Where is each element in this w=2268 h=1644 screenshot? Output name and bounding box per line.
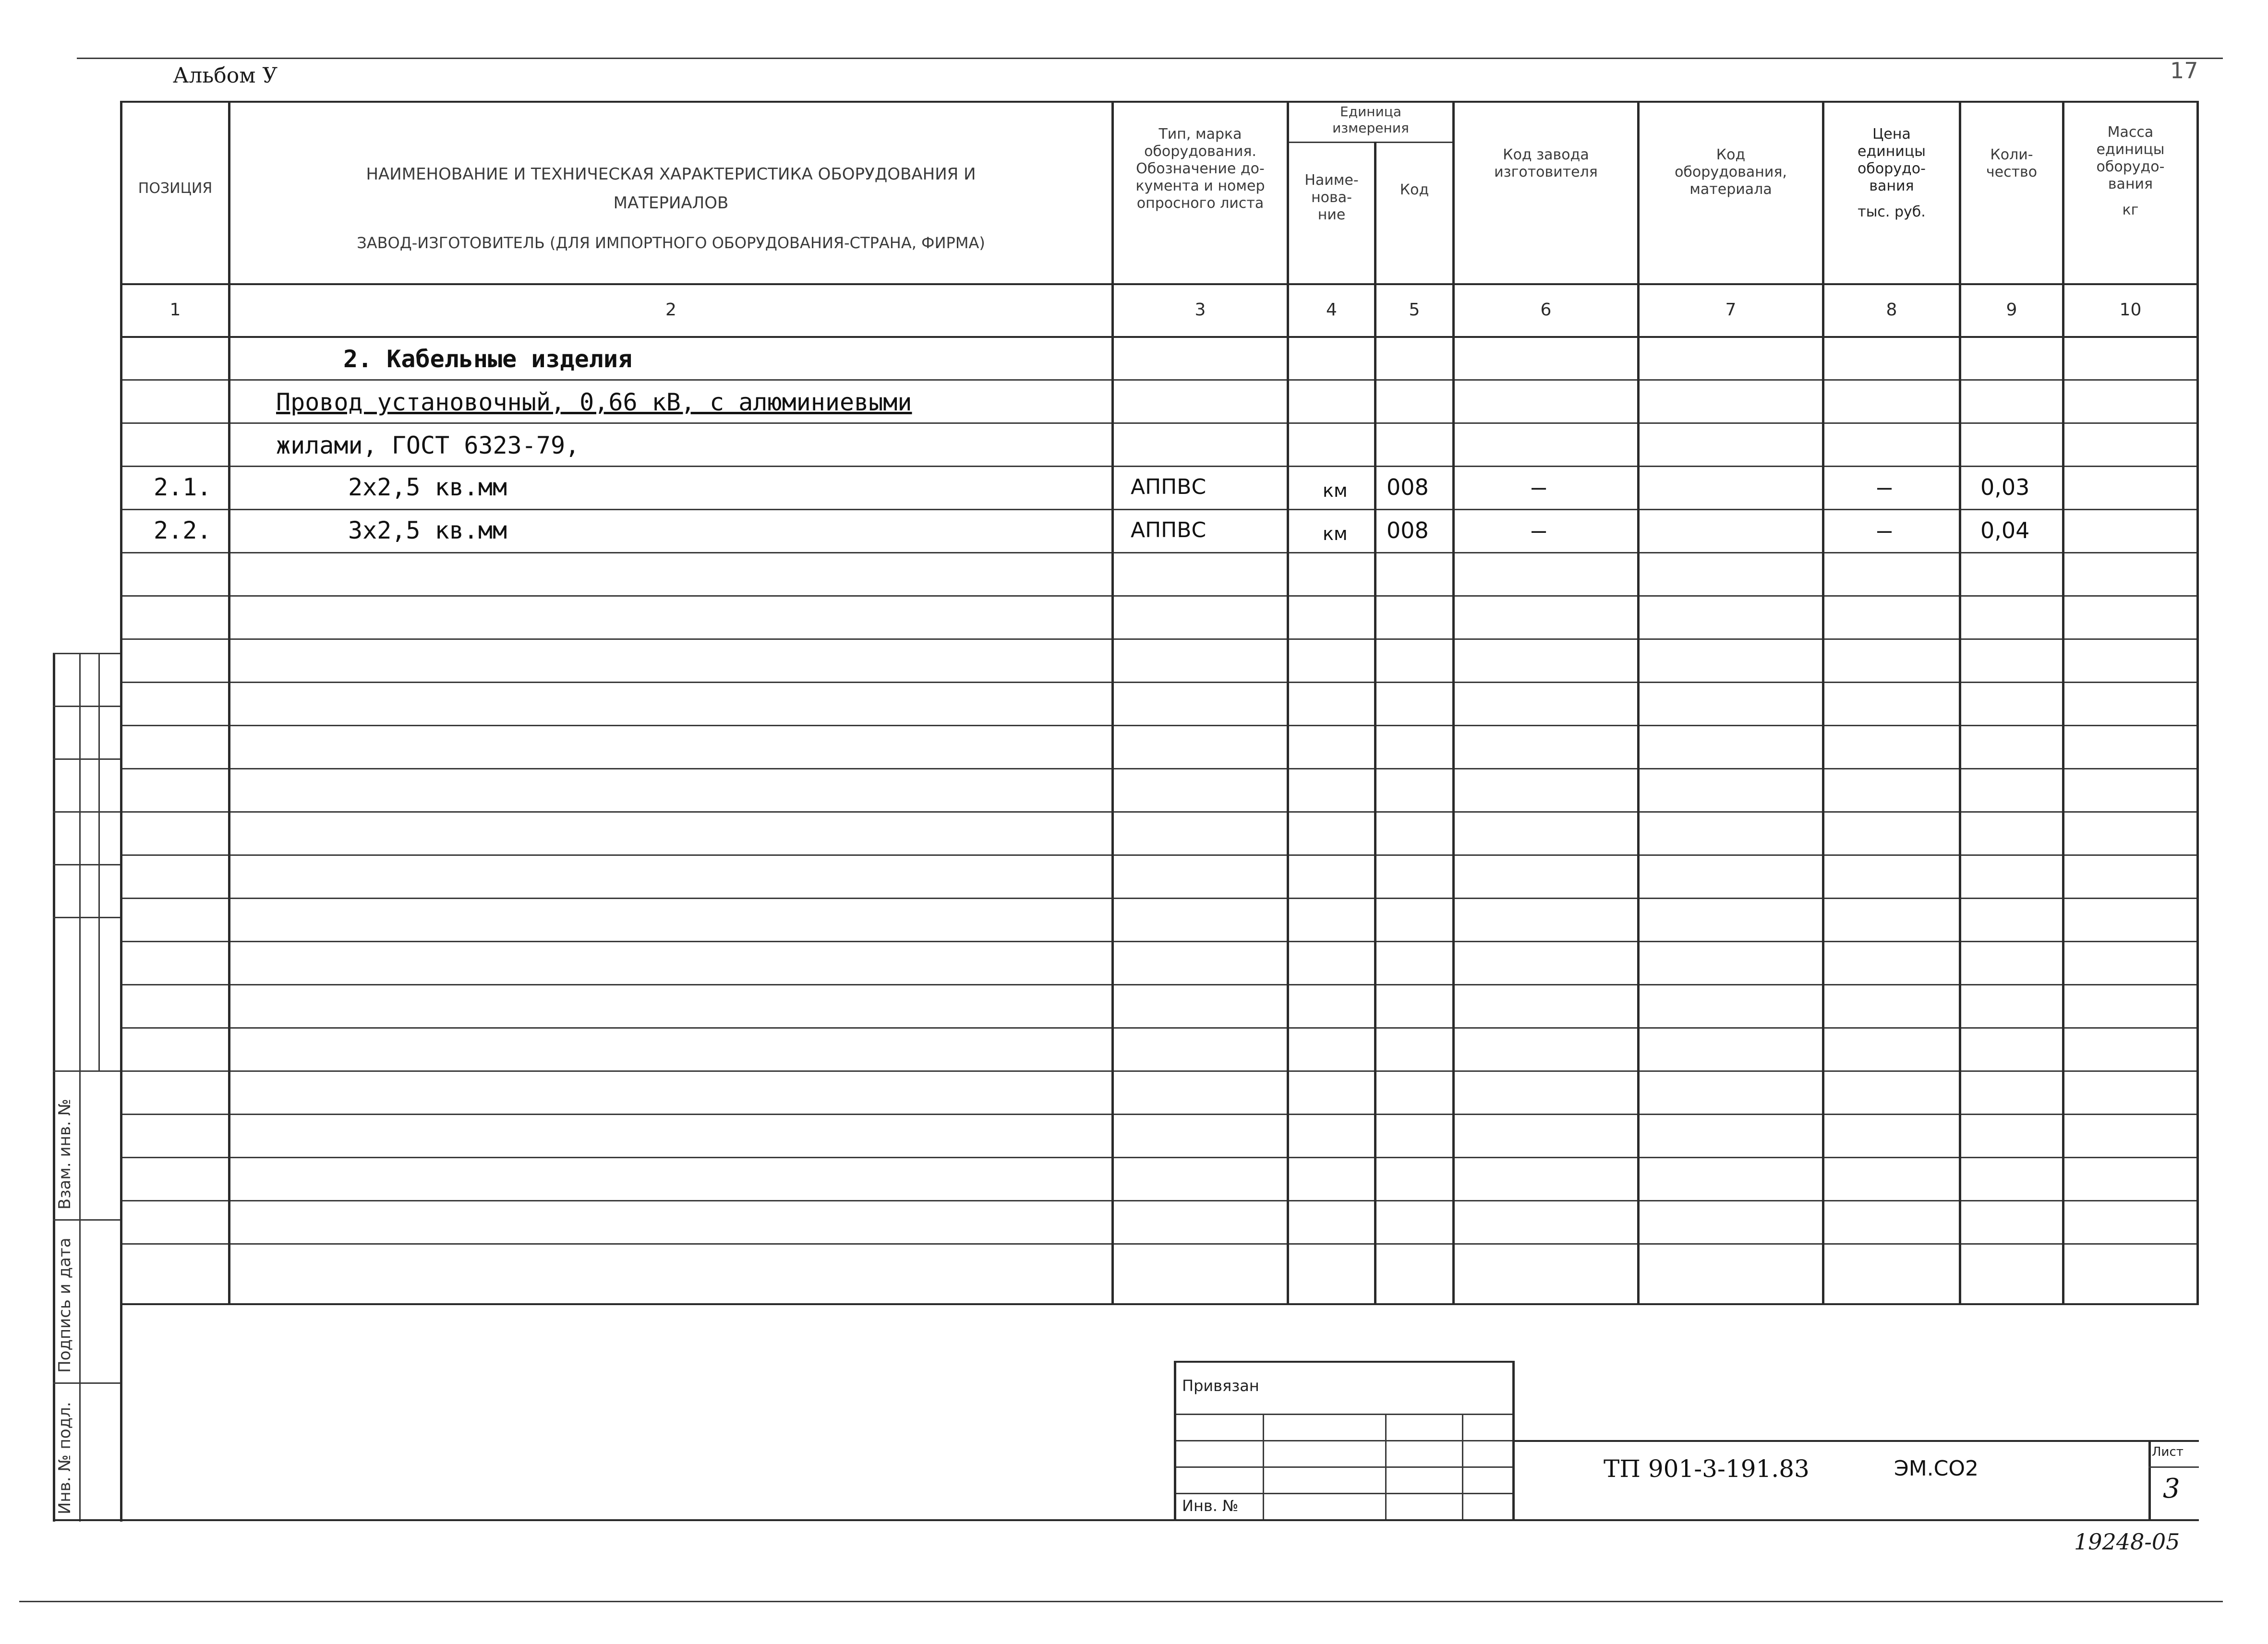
side-label-inv-orig: Инв. № подл.: [55, 1402, 74, 1514]
bound-label: Привязан: [1182, 1377, 1259, 1395]
row-code: 008: [1387, 517, 1429, 543]
header-name-line3: ЗАВОД-ИЗГОТОВИТЕЛЬ (ДЛЯ ИМПОРТНОГО ОБОРУДОВАНИЯ-СТРАНА, ФИРМА): [357, 234, 985, 252]
column-number: 5: [1409, 300, 1420, 320]
header-factory-code: Код завода изготовителя: [1494, 146, 1598, 180]
footer-number: 19248-05: [2074, 1529, 2180, 1555]
header-quantity: Коли- чество: [1986, 146, 2038, 180]
row-price: –: [1877, 473, 1892, 501]
side-label-replaced: Взам. инв. №: [55, 1099, 74, 1210]
row-name: 3х2,5 кв.мм: [348, 516, 507, 544]
header-type: Тип, марка оборудования. Обозначение до- кумента и номер опросного листа: [1135, 126, 1265, 212]
album-label: Альбом У: [173, 63, 278, 88]
row-quantity: 0,03: [1980, 474, 2030, 500]
sheet-box-left: [2148, 1440, 2151, 1519]
row-price: –: [1877, 516, 1892, 544]
sheet-number: 3: [2163, 1473, 2180, 1504]
side-label-signature: Подпись и дата: [55, 1237, 74, 1373]
row-factory: –: [1532, 516, 1546, 544]
header-name-line1: НАИМЕНОВАНИЕ И ТЕХНИЧЕСКАЯ ХАРАКТЕРИСТИКА ОБОРУДОВАНИЯ И: [366, 165, 976, 184]
row-name: 2х2,5 кв.мм: [348, 473, 507, 501]
column-number: 10: [2119, 300, 2142, 320]
column-number: 1: [169, 300, 181, 320]
page-bottom-rule: [19, 1601, 2223, 1602]
row-unit: км: [1323, 480, 1348, 501]
column-number: 7: [1725, 300, 1737, 320]
column-number: 9: [2006, 300, 2017, 320]
column-number: 8: [1886, 300, 1897, 320]
row-position: 2.1.: [154, 473, 212, 501]
document-suffix: ЭМ.СО2: [1894, 1456, 1979, 1481]
header-position: ПОЗИЦИЯ: [138, 180, 213, 197]
column-number: 6: [1540, 300, 1552, 320]
title-block-top: [1512, 1440, 2199, 1442]
sheet-label: Лист: [2152, 1445, 2184, 1459]
document-code: ТП 901-3-191.83: [1604, 1455, 1810, 1483]
row-unit: км: [1323, 523, 1348, 544]
row-type: АППВС: [1131, 475, 1206, 499]
top-rule: [77, 58, 2223, 59]
header-unit-code: Код: [1399, 181, 1429, 198]
item-description-line2: жилами, ГОСТ 6323-79,: [276, 432, 580, 459]
header-mass: Масса единицы оборудо- вания кг: [2096, 124, 2165, 218]
row-factory: –: [1532, 473, 1546, 501]
header-unit-name: Наиме- нова- ние: [1304, 172, 1359, 223]
column-number: 3: [1194, 300, 1206, 320]
column-number: 2: [665, 300, 676, 320]
header-name-line2: МАТЕРИАЛОВ: [613, 193, 729, 213]
sheet-box-divider: [2148, 1466, 2199, 1468]
header-unit-group: Единица измерения: [1332, 104, 1409, 136]
item-description-line1: Провод установочный, 0,66 кВ, с алюминиевыми: [276, 388, 912, 416]
section-title: 2. Кабельные изделия: [343, 345, 633, 373]
bottom-frame: [120, 1519, 2199, 1521]
row-type: АППВС: [1131, 518, 1206, 542]
row-quantity: 0,04: [1980, 517, 2030, 543]
row-code: 008: [1387, 474, 1429, 500]
inv-label: Инв. №: [1182, 1497, 1239, 1515]
header-price: Цена единицы оборудо- вания тыс. руб.: [1858, 126, 1926, 220]
corner-mark: 17: [2170, 58, 2198, 84]
header-equipment-code: Код оборудования, материала: [1675, 146, 1787, 198]
column-number: 4: [1326, 300, 1337, 320]
row-position: 2.2.: [154, 516, 212, 544]
